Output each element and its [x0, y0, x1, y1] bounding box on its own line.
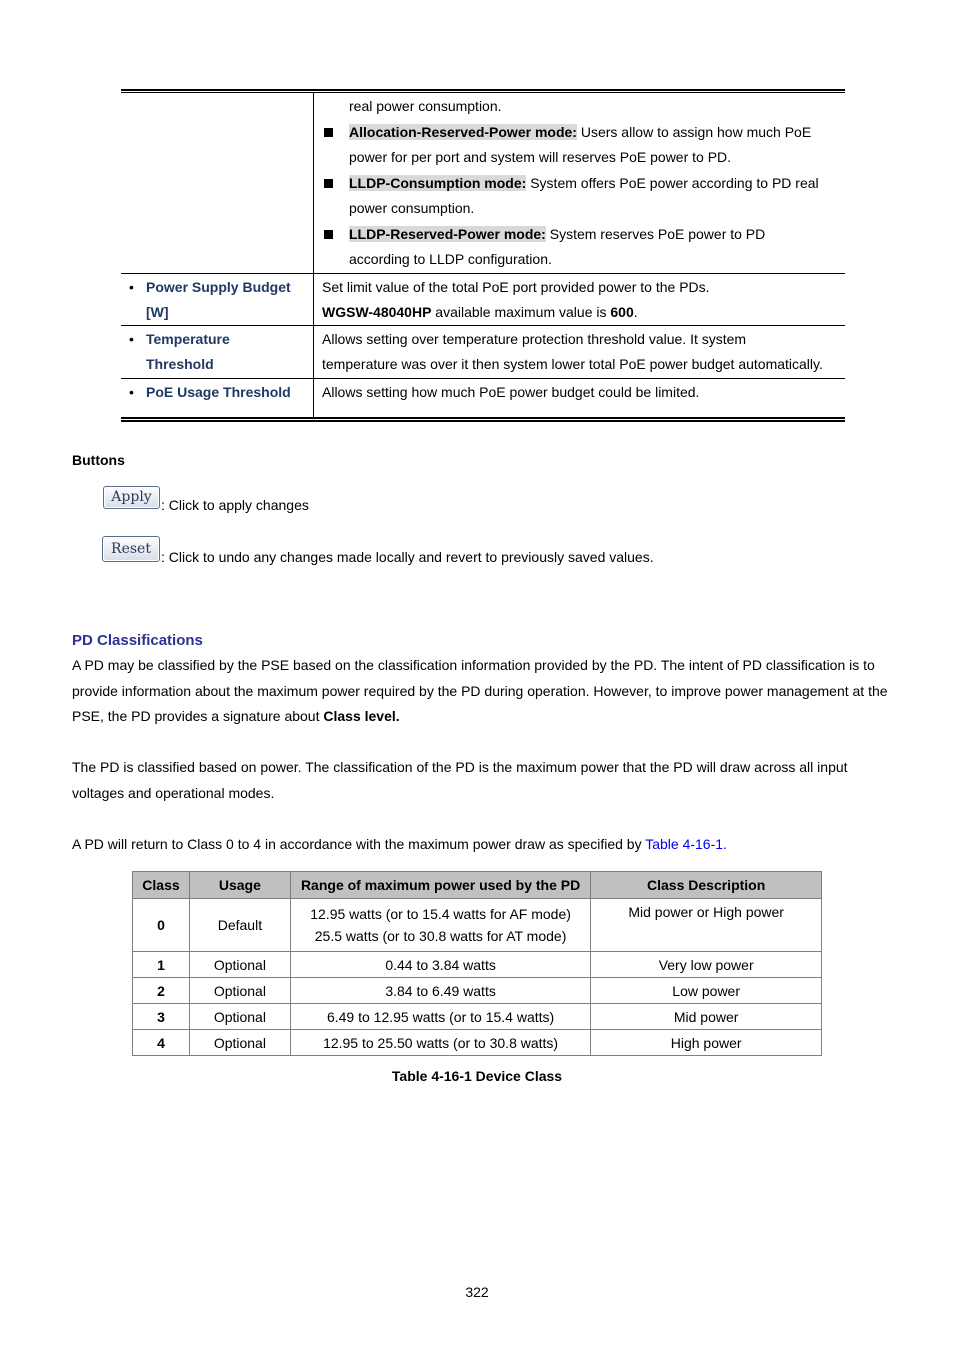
- param-name: • Power Supply Budget [W]: [146, 275, 306, 325]
- section-heading: PD Classifications: [72, 632, 203, 649]
- mode-item: Allocation-Reserved-Power mode: Users allow to assign how much PoE: [322, 120, 845, 146]
- table-caption: Table 4-16-1 Device Class: [391, 1068, 563, 1084]
- mode-item: LLDP-Reserved-Power mode: System reserves PoE power to PD: [322, 222, 845, 248]
- mode-item: LLDP-Consumption mode: System offers PoE power according to PD real: [322, 171, 845, 197]
- table-row-poe-usage-threshold: • PoE Usage Threshold Allows setting how much PoE power budget could be limited.: [121, 379, 845, 418]
- apply-button[interactable]: Apply: [103, 486, 160, 509]
- reset-description: : Click to undo any changes made locally and revert to previously saved values.: [161, 549, 654, 565]
- apply-description: : Click to apply changes: [161, 497, 309, 513]
- parameter-table: [121, 89, 845, 422]
- table-row: 0 Default 12.95 watts (or to 15.4 watts for AF mode) 25.5 watts (or to 30.8 watts for AT mode) Mid power or High power: [133, 899, 822, 952]
- reset-button[interactable]: Reset: [102, 536, 160, 562]
- table-row: 4 Optional 12.95 to 25.50 watts (or to 30.8 watts) High power: [133, 1030, 822, 1056]
- buttons-label: Buttons: [72, 452, 125, 468]
- table-bottom-rule: [121, 418, 845, 422]
- column-header-class: Class: [133, 872, 190, 899]
- table-row: 3 Optional 6.49 to 12.95 watts (or to 15.4 watts) Mid power: [133, 1004, 822, 1030]
- table-row: 1 Optional 0.44 to 3.84 watts Very low power: [133, 952, 822, 978]
- square-bullet-icon: [324, 128, 333, 137]
- table-row-power-supply-budget: • Power Supply Budget [W] Set limit value of the total PoE port provided power to the PDs. WGSW-48040HP available maximum value is 600.: [121, 274, 845, 326]
- bullet-icon: •: [129, 331, 134, 347]
- column-header-description: Class Description: [591, 872, 822, 899]
- paragraph-classification: The PD is classified based on power. The classification of the PD is the maximum power that the PD will draw across all input voltages and operational modes.: [72, 759, 848, 801]
- paragraph-class-range: A PD will return to Class 0 to 4 in accordance with the maximum power draw as specified by Table 4-16-1.: [72, 836, 727, 852]
- paragraph-intro: A PD may be classified by the PSE based on the classification information provided by the PD. The intent of PD classification is to provide information about the maximum power required by the PD during operation. However, to improve power management at the PSE, the PD provides a signature about Class level.: [72, 657, 888, 724]
- column-header-usage: Usage: [189, 872, 290, 899]
- column-header-range: Range of maximum power used by the PD: [290, 872, 590, 899]
- bullet-icon: •: [129, 279, 134, 295]
- param-name: • PoE Usage Threshold: [146, 380, 306, 405]
- table-row-continuation: real power consumption. Allocation-Reserved-Power mode: Users allow to assign how much PoE power for per port and system will reserves PoE power to PD. LLDP-Consumption mode: System offers PoE power according to PD real power consumption. LLDP-Reserved-Power mode: System reserves PoE power to PD according to LLDP configuration.: [121, 93, 845, 274]
- param-name: • Temperature Threshold: [146, 327, 306, 377]
- table-row-temperature-threshold: • Temperature Threshold Allows setting over temperature protection threshold value. It system temperature was over it then system lower total PoE power budget automatically.: [121, 326, 845, 379]
- bullet-icon: •: [129, 384, 134, 400]
- page-number: 322: [465, 1284, 489, 1300]
- continuation-text: real power consumption.: [349, 98, 502, 114]
- table-row: 2 Optional 3.84 to 6.49 watts Low power: [133, 978, 822, 1004]
- device-class-table: [132, 871, 822, 1056]
- square-bullet-icon: [324, 230, 333, 239]
- table-header-row: [133, 872, 822, 899]
- table-link[interactable]: Table 4-16-1: [645, 836, 724, 852]
- square-bullet-icon: [324, 179, 333, 188]
